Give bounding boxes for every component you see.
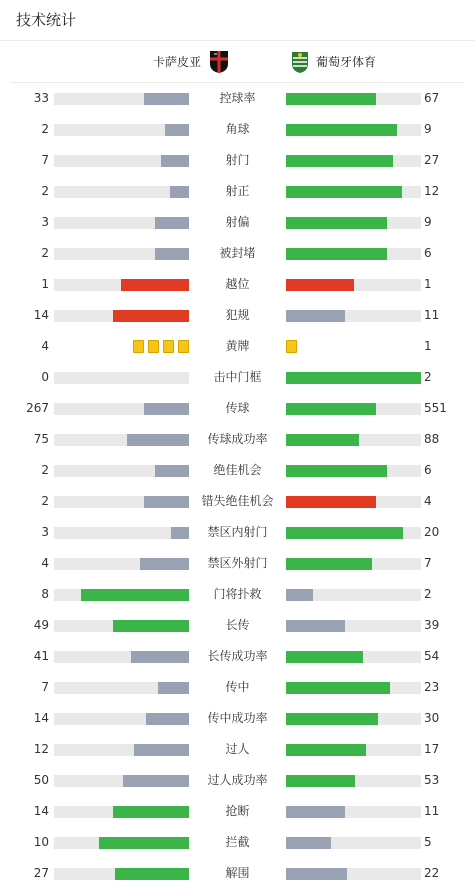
away-team-name: 葡萄牙体育 [316,55,377,69]
stat-row [0,703,475,734]
home-stat-value: 2 [41,122,49,136]
stat-row [0,207,475,238]
stats-list [0,83,475,889]
away-stat-bar-fill [286,310,345,322]
home-stat-bar-fill [171,527,189,539]
home-stat-bar-fill [161,155,189,167]
home-stat-bar-fill [155,217,189,229]
home-stat-value: 75 [33,432,49,446]
away-stat-bar [286,496,421,508]
teams-header [10,41,465,83]
away-stat-value: 9 [424,122,432,136]
home-stat-value: 7 [41,680,49,694]
home-stat-value: 8 [41,587,49,601]
stat-row [0,455,475,486]
home-stat-value: 267 [26,401,49,415]
casa-pia-crest-icon [209,50,229,74]
away-stat-value: 11 [424,308,440,322]
home-stat-bar [54,93,189,105]
away-stat-bar-fill [286,403,376,415]
away-stat-bar-fill [286,682,390,694]
stat-label: 射偏 [225,215,250,229]
away-stat-bar-fill [286,279,354,291]
away-stat-bar-fill [286,93,376,105]
home-stat-value: 50 [33,773,49,787]
stat-label: 传中 [225,680,250,694]
home-stat-value: 0 [41,370,49,384]
home-stat-bar [54,217,189,229]
away-stat-value: 2 [424,370,432,384]
away-stat-bar [286,310,421,322]
home-stat-bar-fill [127,434,189,446]
away-stat-bar-fill [286,217,387,229]
stat-row [0,176,475,207]
stat-row [0,238,475,269]
home-stat-bar-fill [81,589,189,601]
stat-label: 解围 [225,866,250,880]
home-stat-value: 14 [33,804,49,818]
yellow-card-icon [133,340,144,353]
stat-row [0,300,475,331]
away-stat-bar-fill [286,434,359,446]
home-stat-value: 10 [33,835,49,849]
page-title: 技术统计 [0,0,475,41]
home-stat-bar [54,682,189,694]
stat-label: 长传 [225,618,250,632]
home-stat-value: 4 [41,339,49,353]
home-stat-bar-fill [99,837,189,849]
stat-row [0,765,475,796]
stat-label: 传中成功率 [207,711,268,725]
away-stat-value: 1 [424,277,432,291]
away-stat-bar [286,837,421,849]
home-stat-value: 4 [41,556,49,570]
stat-row [0,548,475,579]
away-stat-bar-fill [286,806,345,818]
home-stat-bar [54,837,189,849]
away-stat-bar-fill [286,651,363,663]
stat-row [0,424,475,455]
home-stat-value: 27 [33,866,49,880]
away-stat-value: 54 [424,649,440,663]
home-stat-bar-fill [144,403,189,415]
away-stat-bar [286,620,421,632]
away-stat-bar [286,434,421,446]
home-stat-bar-fill [121,279,189,291]
home-stat-value: 14 [33,711,49,725]
home-stat-bar [54,620,189,632]
away-stat-bar [286,372,421,384]
away-stat-bar-fill [286,248,387,260]
away-stat-bar-fill [286,620,345,632]
away-stat-bar-fill [286,155,393,167]
away-stat-bar [286,527,421,539]
stat-label: 禁区外射门 [207,556,268,570]
away-stat-bar [286,279,421,291]
away-stat-value: 23 [424,680,440,694]
home-stat-bar-fill [144,496,189,508]
away-stat-value: 5 [424,835,432,849]
sporting-cp-crest-icon [290,50,310,74]
home-stat-value: 3 [41,215,49,229]
away-stat-bar [286,124,421,136]
yellow-card-icon [286,340,297,353]
away-stat-value: 4 [424,494,432,508]
home-stat-bar-fill [146,713,189,725]
home-stat-value: 1 [41,277,49,291]
home-stat-value: 7 [41,153,49,167]
yellow-card-icon [148,340,159,353]
stat-label: 射正 [225,184,250,198]
stat-label: 犯规 [225,308,250,322]
away-stat-bar [286,744,421,756]
away-stat-bar-fill [286,124,397,136]
home-stat-bar [54,186,189,198]
stat-label: 射门 [225,153,250,167]
home-stat-bar [54,589,189,601]
away-stat-bar-fill [286,527,403,539]
home-stat-value: 14 [33,308,49,322]
away-stat-value: 2 [424,587,432,601]
away-stat-bar-fill [286,558,372,570]
home-stat-bar [54,372,189,384]
stat-label: 角球 [225,122,250,136]
stat-row [0,114,475,145]
home-team-name: 卡萨皮亚 [152,55,201,69]
away-stat-bar-fill [286,713,378,725]
stat-label: 被封堵 [219,246,256,260]
stat-label: 抢断 [225,804,250,818]
away-stat-bar-fill [286,496,376,508]
away-stat-bar [286,682,421,694]
away-stat-bar-fill [286,837,331,849]
yellow-card-icon [178,340,189,353]
stat-row [0,610,475,641]
stat-label: 拦截 [225,835,250,849]
away-stat-bar [286,403,421,415]
home-team[interactable] [153,41,229,82]
home-stat-value: 3 [41,525,49,539]
away-stat-bar [286,248,421,260]
stat-label: 门将扑救 [213,587,262,601]
away-stat-value: 39 [424,618,440,632]
home-stat-bar-fill [123,775,189,787]
away-stat-value: 53 [424,773,440,787]
stat-row [0,796,475,827]
away-stat-bar-fill [286,744,366,756]
stat-label: 击中门框 [213,370,262,384]
away-stat-bar [286,93,421,105]
home-stat-bar [54,310,189,322]
away-stat-bar [286,217,421,229]
stat-row [0,269,475,300]
away-stat-bar-fill [286,372,421,384]
stat-row [0,362,475,393]
stat-label: 绝佳机会 [213,463,262,477]
home-stat-bar-fill [155,248,189,260]
stat-row [0,734,475,765]
home-stat-bar [54,248,189,260]
away-stat-value: 12 [424,184,440,198]
home-stat-bar-fill [113,310,189,322]
away-stat-bar-fill [286,868,347,880]
away-stat-value: 1 [424,339,432,353]
away-stat-bar [286,868,421,880]
home-stat-bar-fill [158,682,189,694]
stat-row [0,641,475,672]
away-stat-value: 9 [424,215,432,229]
away-stat-bar [286,651,421,663]
away-stat-bar-fill [286,775,355,787]
away-stat-bar [286,713,421,725]
home-stat-bar [54,744,189,756]
home-stat-value: 33 [33,91,49,105]
home-stat-bar-fill [131,651,189,663]
home-stat-bar [54,155,189,167]
home-stat-bar [54,465,189,477]
stat-label: 错失绝佳机会 [201,494,274,508]
away-stat-value: 11 [424,804,440,818]
home-stat-bar [54,651,189,663]
away-stat-bar [286,589,421,601]
stat-label: 传球 [225,401,250,415]
away-stat-bar [286,558,421,570]
home-stat-bar-fill [170,186,189,198]
away-stat-value: 551 [424,401,447,415]
home-stat-bar [54,527,189,539]
home-stat-bar-fill [165,124,189,136]
away-stat-value: 67 [424,91,440,105]
away-stat-value: 22 [424,866,440,880]
yellow-card-icon [163,340,174,353]
away-stat-value: 30 [424,711,440,725]
stat-row [0,331,475,362]
stat-label: 过人 [225,742,250,756]
away-stat-bar [286,465,421,477]
home-stat-value: 2 [41,246,49,260]
home-stat-value: 2 [41,463,49,477]
home-stat-bar [54,806,189,818]
away-stat-bar [286,186,421,198]
stat-row [0,393,475,424]
home-stat-bar [54,403,189,415]
stat-label: 禁区内射门 [207,525,268,539]
stat-row [0,579,475,610]
home-stat-bar-fill [113,620,189,632]
away-yellow-cards [286,340,297,353]
away-stat-value: 6 [424,246,432,260]
home-stat-value: 2 [41,494,49,508]
away-stat-bar-fill [286,589,313,601]
stat-label: 黄牌 [225,339,250,353]
stat-label: 长传成功率 [207,649,268,663]
away-team[interactable] [290,41,376,82]
home-stat-bar [54,434,189,446]
stat-row [0,858,475,889]
away-stat-value: 6 [424,463,432,477]
home-stat-bar [54,713,189,725]
stat-row [0,517,475,548]
home-stat-value: 49 [33,618,49,632]
stat-label: 越位 [225,277,250,291]
home-stat-bar-fill [155,465,189,477]
home-stat-bar-fill [115,868,189,880]
home-stat-bar [54,496,189,508]
away-stat-value: 27 [424,153,440,167]
home-stat-bar-fill [140,558,189,570]
home-yellow-cards [133,340,189,353]
stat-row [0,486,475,517]
stat-row [0,672,475,703]
home-stat-bar-fill [144,93,189,105]
home-stat-bar-fill [134,744,189,756]
home-stat-bar-fill [113,806,189,818]
home-stat-bar [54,279,189,291]
away-stat-value: 20 [424,525,440,539]
home-stat-bar [54,558,189,570]
home-stat-value: 12 [33,742,49,756]
away-stat-bar [286,155,421,167]
away-stat-value: 7 [424,556,432,570]
stat-row [0,145,475,176]
away-stat-bar [286,775,421,787]
home-stat-bar [54,124,189,136]
away-stat-bar-fill [286,465,387,477]
home-stat-bar [54,775,189,787]
stat-row [0,827,475,858]
stat-label: 过人成功率 [207,773,268,787]
away-stat-value: 88 [424,432,440,446]
home-stat-bar [54,868,189,880]
away-stat-bar [286,806,421,818]
away-stat-value: 17 [424,742,440,756]
stat-label: 传球成功率 [207,432,268,446]
home-stat-value: 2 [41,184,49,198]
home-stat-value: 41 [33,649,49,663]
stat-label: 控球率 [219,91,256,105]
stat-row [0,83,475,114]
away-stat-bar-fill [286,186,402,198]
